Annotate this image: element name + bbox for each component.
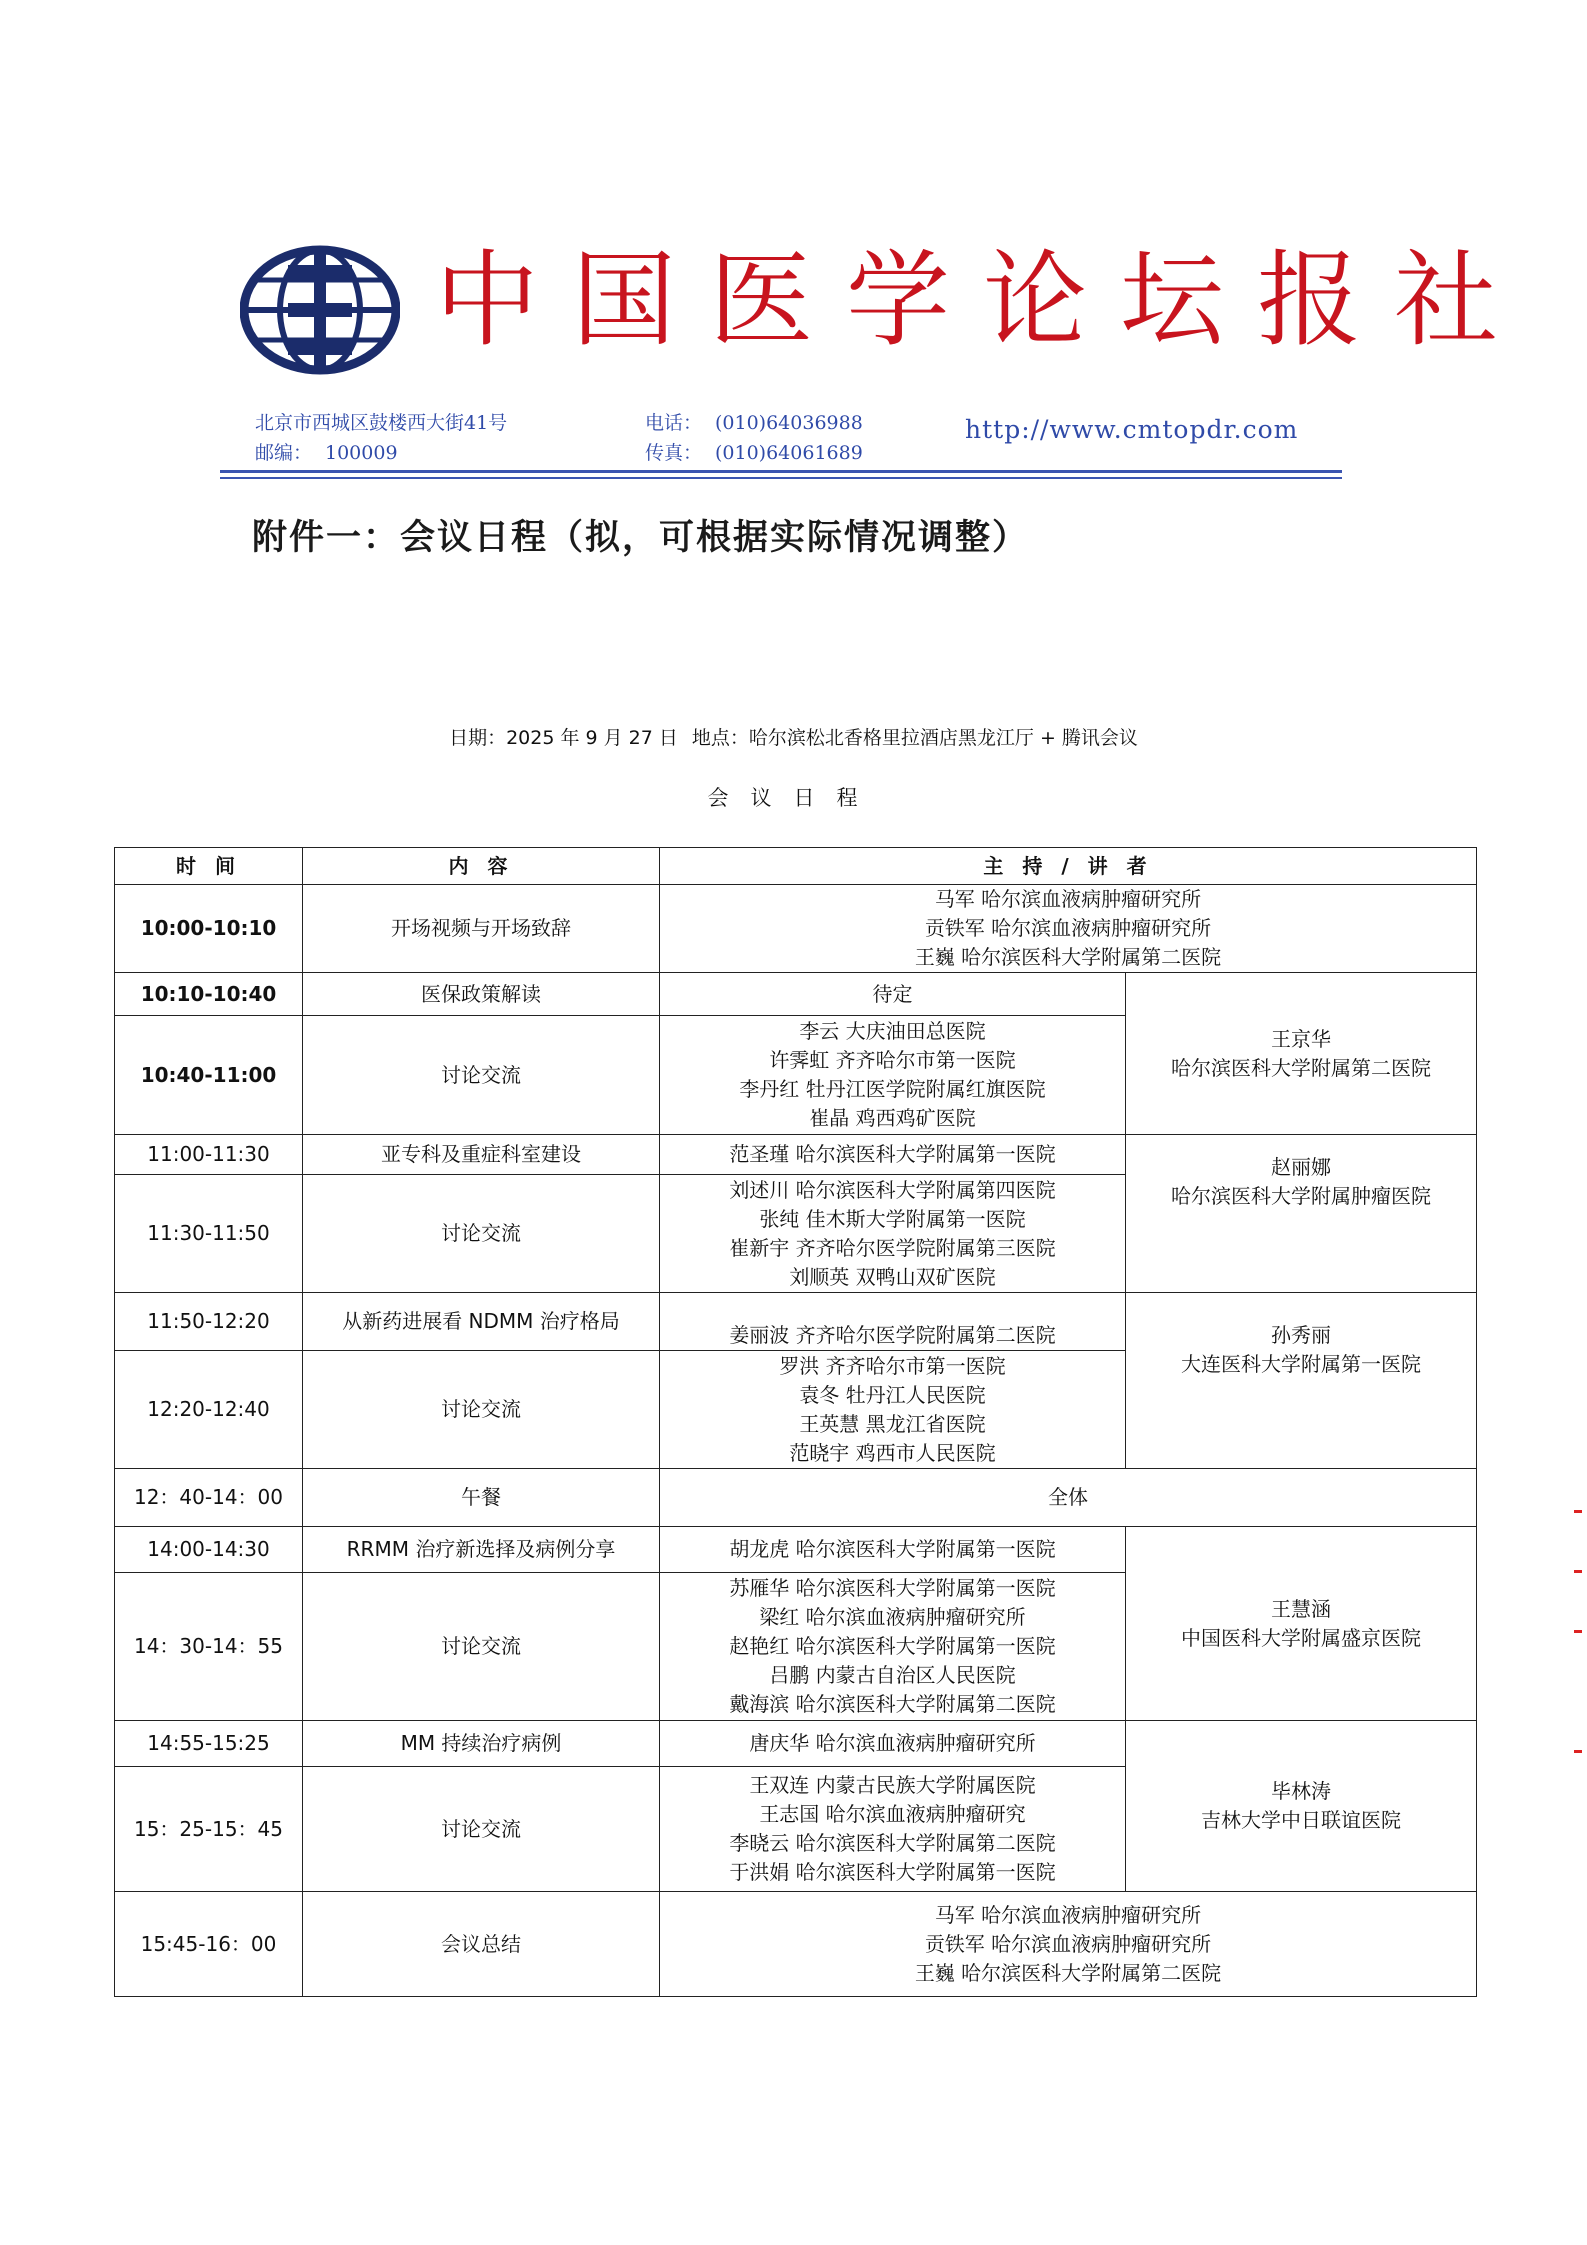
table-row xyxy=(115,1527,1477,1573)
moderator-name: 毕林涛 xyxy=(1271,1779,1331,1803)
fax-value: (010)64061689 xyxy=(715,442,863,464)
row-time: 11:50-12:20 xyxy=(115,1293,303,1351)
speaker: 戴海滨 哈尔滨医科大学附属第二医院 xyxy=(729,1692,1056,1716)
row-content: 讨论交流 xyxy=(303,1573,660,1721)
speaker: 贡铁军 哈尔滨血液病肿瘤研究所 xyxy=(924,1931,1212,1956)
speaker: 吕鹏 内蒙古自治区人民医院 xyxy=(769,1663,1016,1687)
row-time: 15:45-16：00 xyxy=(115,1892,303,1997)
speaker: 马军 哈尔滨血液病肿瘤研究所 xyxy=(934,887,1202,911)
moderator-cell xyxy=(1126,973,1477,1135)
attachment-title: 附件一：会议日程（拟，可根据实际情况调整） xyxy=(252,517,1030,558)
table-row xyxy=(115,1721,1477,1767)
postcode-label: 邮编： xyxy=(255,442,313,464)
speaker: 赵艳红 哈尔滨医科大学附属第一医院 xyxy=(729,1634,1056,1658)
moderator-name: 王慧涵 xyxy=(1271,1596,1331,1621)
row-content: 讨论交流 xyxy=(303,1351,660,1469)
row-speakers xyxy=(660,1573,1126,1721)
row-content: 讨论交流 xyxy=(303,1767,660,1892)
speaker: 王巍 哈尔滨医科大学附属第二医院 xyxy=(914,945,1222,969)
letterhead xyxy=(0,0,1587,600)
row-time: 11:30-11:50 xyxy=(115,1175,303,1293)
row-speakers xyxy=(660,1469,1477,1527)
speaker: 胡龙虎 哈尔滨医科大学附属第一医院 xyxy=(729,1537,1056,1561)
row-time: 11:00-11:30 xyxy=(115,1135,303,1175)
row-content: 亚专科及重症科室建设 xyxy=(303,1135,660,1175)
speaker: 全体 xyxy=(1048,1485,1088,1509)
speaker: 李晓云 哈尔滨医科大学附属第二医院 xyxy=(729,1831,1056,1855)
row-content: 讨论交流 xyxy=(303,1175,660,1293)
phone-block xyxy=(645,408,863,468)
moderator-org: 哈尔滨医科大学附属肿瘤医院 xyxy=(1171,1184,1431,1208)
organization-name: 中国医学论坛报社 xyxy=(435,239,1532,361)
speaker: 罗洪 齐齐哈尔市第一医院 xyxy=(779,1353,1006,1378)
speaker: 贡铁军 哈尔滨血液病肿瘤研究所 xyxy=(924,916,1212,940)
row-content: RRMM 治疗新选择及病例分享 xyxy=(303,1527,660,1573)
moderator-org: 大连医科大学附属第一医院 xyxy=(1181,1352,1421,1376)
letterhead-divider-thin xyxy=(220,477,1342,479)
moderator-cell xyxy=(1126,1721,1477,1892)
moderator-name: 王京华 xyxy=(1271,1026,1331,1051)
speaker: 马军 哈尔滨血液病肿瘤研究所 xyxy=(934,1902,1202,1927)
row-time: 10:00-10:10 xyxy=(115,885,303,973)
speaker: 范晓宇 鸡西市人民医院 xyxy=(789,1440,996,1465)
speaker: 范圣瑾 哈尔滨医科大学附属第一医院 xyxy=(729,1142,1056,1166)
table-row xyxy=(115,1469,1477,1527)
speaker: 唐庆华 哈尔滨血液病肿瘤研究所 xyxy=(749,1731,1036,1755)
speaker: 袁冬 牡丹江人民医院 xyxy=(799,1382,986,1407)
row-speakers xyxy=(660,1293,1126,1351)
fax-label: 传真： xyxy=(645,442,703,464)
table-row xyxy=(115,1293,1477,1351)
table-row xyxy=(115,1135,1477,1175)
speaker: 苏雁华 哈尔滨医科大学附属第一医院 xyxy=(729,1576,1056,1600)
phone-value: (010)64036988 xyxy=(715,412,863,434)
row-content: 医保政策解读 xyxy=(303,973,660,1016)
fax-line xyxy=(645,438,863,468)
speaker: 姜丽波 齐齐哈尔医学院附属第二医院 xyxy=(729,1323,1056,1347)
row-content: 讨论交流 xyxy=(303,1016,660,1135)
row-time: 10:40-11:00 xyxy=(115,1016,303,1135)
table-header-row xyxy=(115,848,1477,885)
row-speakers xyxy=(660,1175,1126,1293)
table-row xyxy=(115,1892,1477,1997)
row-time: 12：40-14：00 xyxy=(115,1469,303,1527)
speaker: 梁红 哈尔滨血液病肿瘤研究所 xyxy=(759,1605,1026,1629)
moderator-cell xyxy=(1126,1135,1477,1293)
phone-line xyxy=(645,408,863,438)
speaker: 张纯 佳木斯大学附属第一医院 xyxy=(759,1206,1026,1231)
row-speakers xyxy=(660,1527,1126,1573)
row-speakers xyxy=(660,885,1477,973)
row-speakers xyxy=(660,1721,1126,1767)
agenda-table xyxy=(114,847,1477,1997)
moderator-org: 哈尔滨医科大学附属第二医院 xyxy=(1171,1055,1431,1080)
row-time: 14:00-14:30 xyxy=(115,1527,303,1573)
speaker: 李丹红 牡丹江医学院附属红旗医院 xyxy=(739,1077,1046,1101)
row-content: 会议总结 xyxy=(303,1892,660,1997)
row-content: 从新药进展看 NDMM 治疗格局 xyxy=(303,1293,660,1351)
speaker: 王双连 内蒙古民族大学附属医院 xyxy=(749,1773,1036,1797)
row-speakers xyxy=(660,1135,1126,1175)
moderator-name: 孙秀丽 xyxy=(1271,1323,1331,1347)
postcode-line xyxy=(255,438,507,468)
row-time: 12:20-12:40 xyxy=(115,1351,303,1469)
speaker: 刘顺英 双鸭山双矿医院 xyxy=(789,1264,996,1289)
table-row xyxy=(115,973,1477,1016)
moderator-org: 中国医科大学附属盛京医院 xyxy=(1181,1625,1421,1650)
speaker: 王志国 哈尔滨血液病肿瘤研究 xyxy=(759,1802,1026,1826)
speaker: 崔新宇 齐齐哈尔医学院附属第三医院 xyxy=(729,1235,1056,1260)
table-row xyxy=(115,885,1477,973)
row-speakers xyxy=(660,973,1126,1016)
row-speakers xyxy=(660,1767,1126,1892)
row-content: 午餐 xyxy=(303,1469,660,1527)
address-block xyxy=(255,408,507,468)
header-host-speaker: 主 持 / 讲 者 xyxy=(660,848,1477,885)
row-time: 15：25-15：45 xyxy=(115,1767,303,1892)
row-time: 14：30-14：55 xyxy=(115,1573,303,1721)
schedule-title: 会议日程 xyxy=(707,786,880,810)
meeting-date: 日期：2025 年 9 月 27 日 xyxy=(449,727,678,749)
letterhead-divider xyxy=(220,470,1342,473)
speaker: 王巍 哈尔滨医科大学附属第二医院 xyxy=(914,1960,1222,1985)
speaker: 王英慧 黑龙江省医院 xyxy=(799,1411,986,1436)
meeting-date-location xyxy=(0,723,1587,750)
phone-label: 电话： xyxy=(645,412,703,434)
scan-edge-marks xyxy=(1570,1500,1587,1800)
row-speakers xyxy=(660,1016,1126,1135)
row-speakers xyxy=(660,1892,1477,1997)
row-time: 10:10-10:40 xyxy=(115,973,303,1016)
website-link[interactable]: http://www.cmtopdr.com xyxy=(965,415,1299,444)
row-speakers xyxy=(660,1351,1126,1469)
moderator-cell xyxy=(1126,1527,1477,1721)
row-content: 开场视频与开场致辞 xyxy=(303,885,660,973)
speaker: 刘述川 哈尔滨医科大学附属第四医院 xyxy=(729,1177,1056,1202)
address-text: 北京市西城区鼓楼西大街41号 xyxy=(255,412,508,434)
speaker: 崔晶 鸡西鸡矿医院 xyxy=(809,1106,976,1130)
speaker: 于洪娟 哈尔滨医科大学附属第一医院 xyxy=(729,1860,1056,1884)
globe-bars-logo-icon xyxy=(240,245,400,375)
moderator-cell xyxy=(1126,1293,1477,1469)
header-time: 时 间 xyxy=(115,848,303,885)
moderator-org: 吉林大学中日联谊医院 xyxy=(1201,1808,1401,1832)
row-time: 14:55-15:25 xyxy=(115,1721,303,1767)
moderator-name: 赵丽娜 xyxy=(1271,1155,1331,1179)
postcode-value: 100009 xyxy=(325,442,398,464)
speaker: 待定 xyxy=(872,981,913,1006)
speaker: 许霁虹 齐齐哈尔市第一医院 xyxy=(769,1048,1016,1072)
row-content: MM 持续治疗病例 xyxy=(303,1721,660,1767)
header-content: 内 容 xyxy=(303,848,660,885)
meeting-location: 地点：哈尔滨松北香格里拉酒店黑龙江厅 + 腾讯会议 xyxy=(691,727,1138,749)
speaker: 李云 大庆油田总医院 xyxy=(799,1019,986,1043)
